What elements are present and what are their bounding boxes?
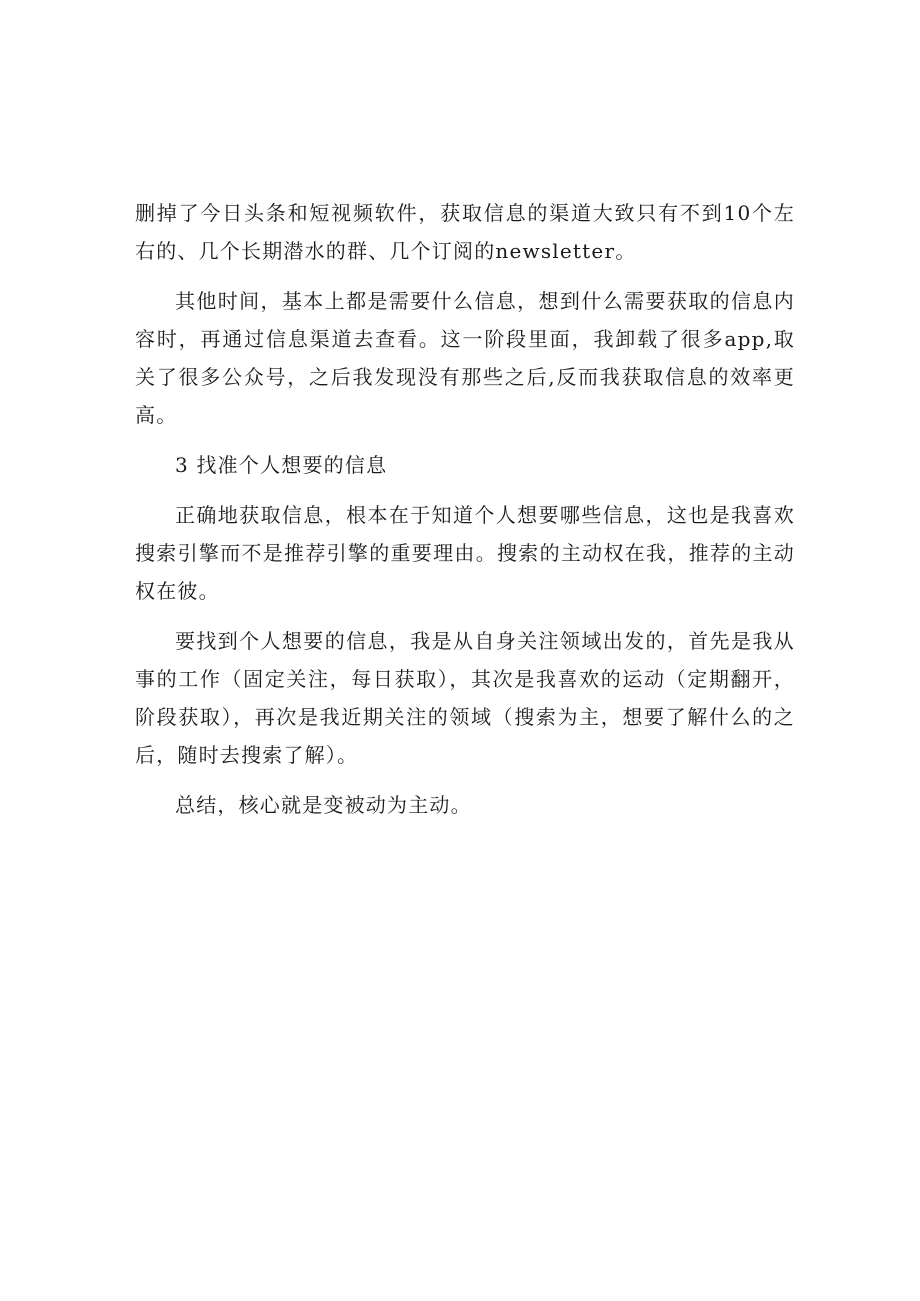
document-body (135, 194, 795, 824)
paragraph-correct-info: 正确地获取信息，根本在于知道个人想要哪些信息，这也是我喜欢搜索引擎而不是推荐引擎的重要理由。搜索的主动权在我，推荐的主动权在彼。 (135, 503, 795, 603)
paragraph-find-info: 要找到个人想要的信息，我是从自身关注领域出发的，首先是我从事的工作（固定关注，每日获取），其次是我喜欢的运动（定期翻开，阶段获取），再次是我近期关注的领域（搜索为主，想要了解什么的之后，随时去搜索了解）。 (135, 629, 795, 767)
paragraph-continuation: 删掉了今日头条和短视频软件，获取信息的渠道大致只有不到10个左右的、几个长期潜水的群、几个订阅的newsletter。 (135, 201, 795, 263)
paragraph-summary: 总结，核心就是变被动为主动。 (175, 793, 472, 817)
paragraph-other-time: 其他时间，基本上都是需要什么信息，想到什么需要获取的信息内容时，再通过信息渠道去查看。这一阶段里面，我卸载了很多app,取关了很多公众号，之后我发现没有那些之后,反而我获取信息的效率更高。 (135, 289, 795, 427)
section-heading: 3 找准个人想要的信息 (175, 453, 388, 477)
